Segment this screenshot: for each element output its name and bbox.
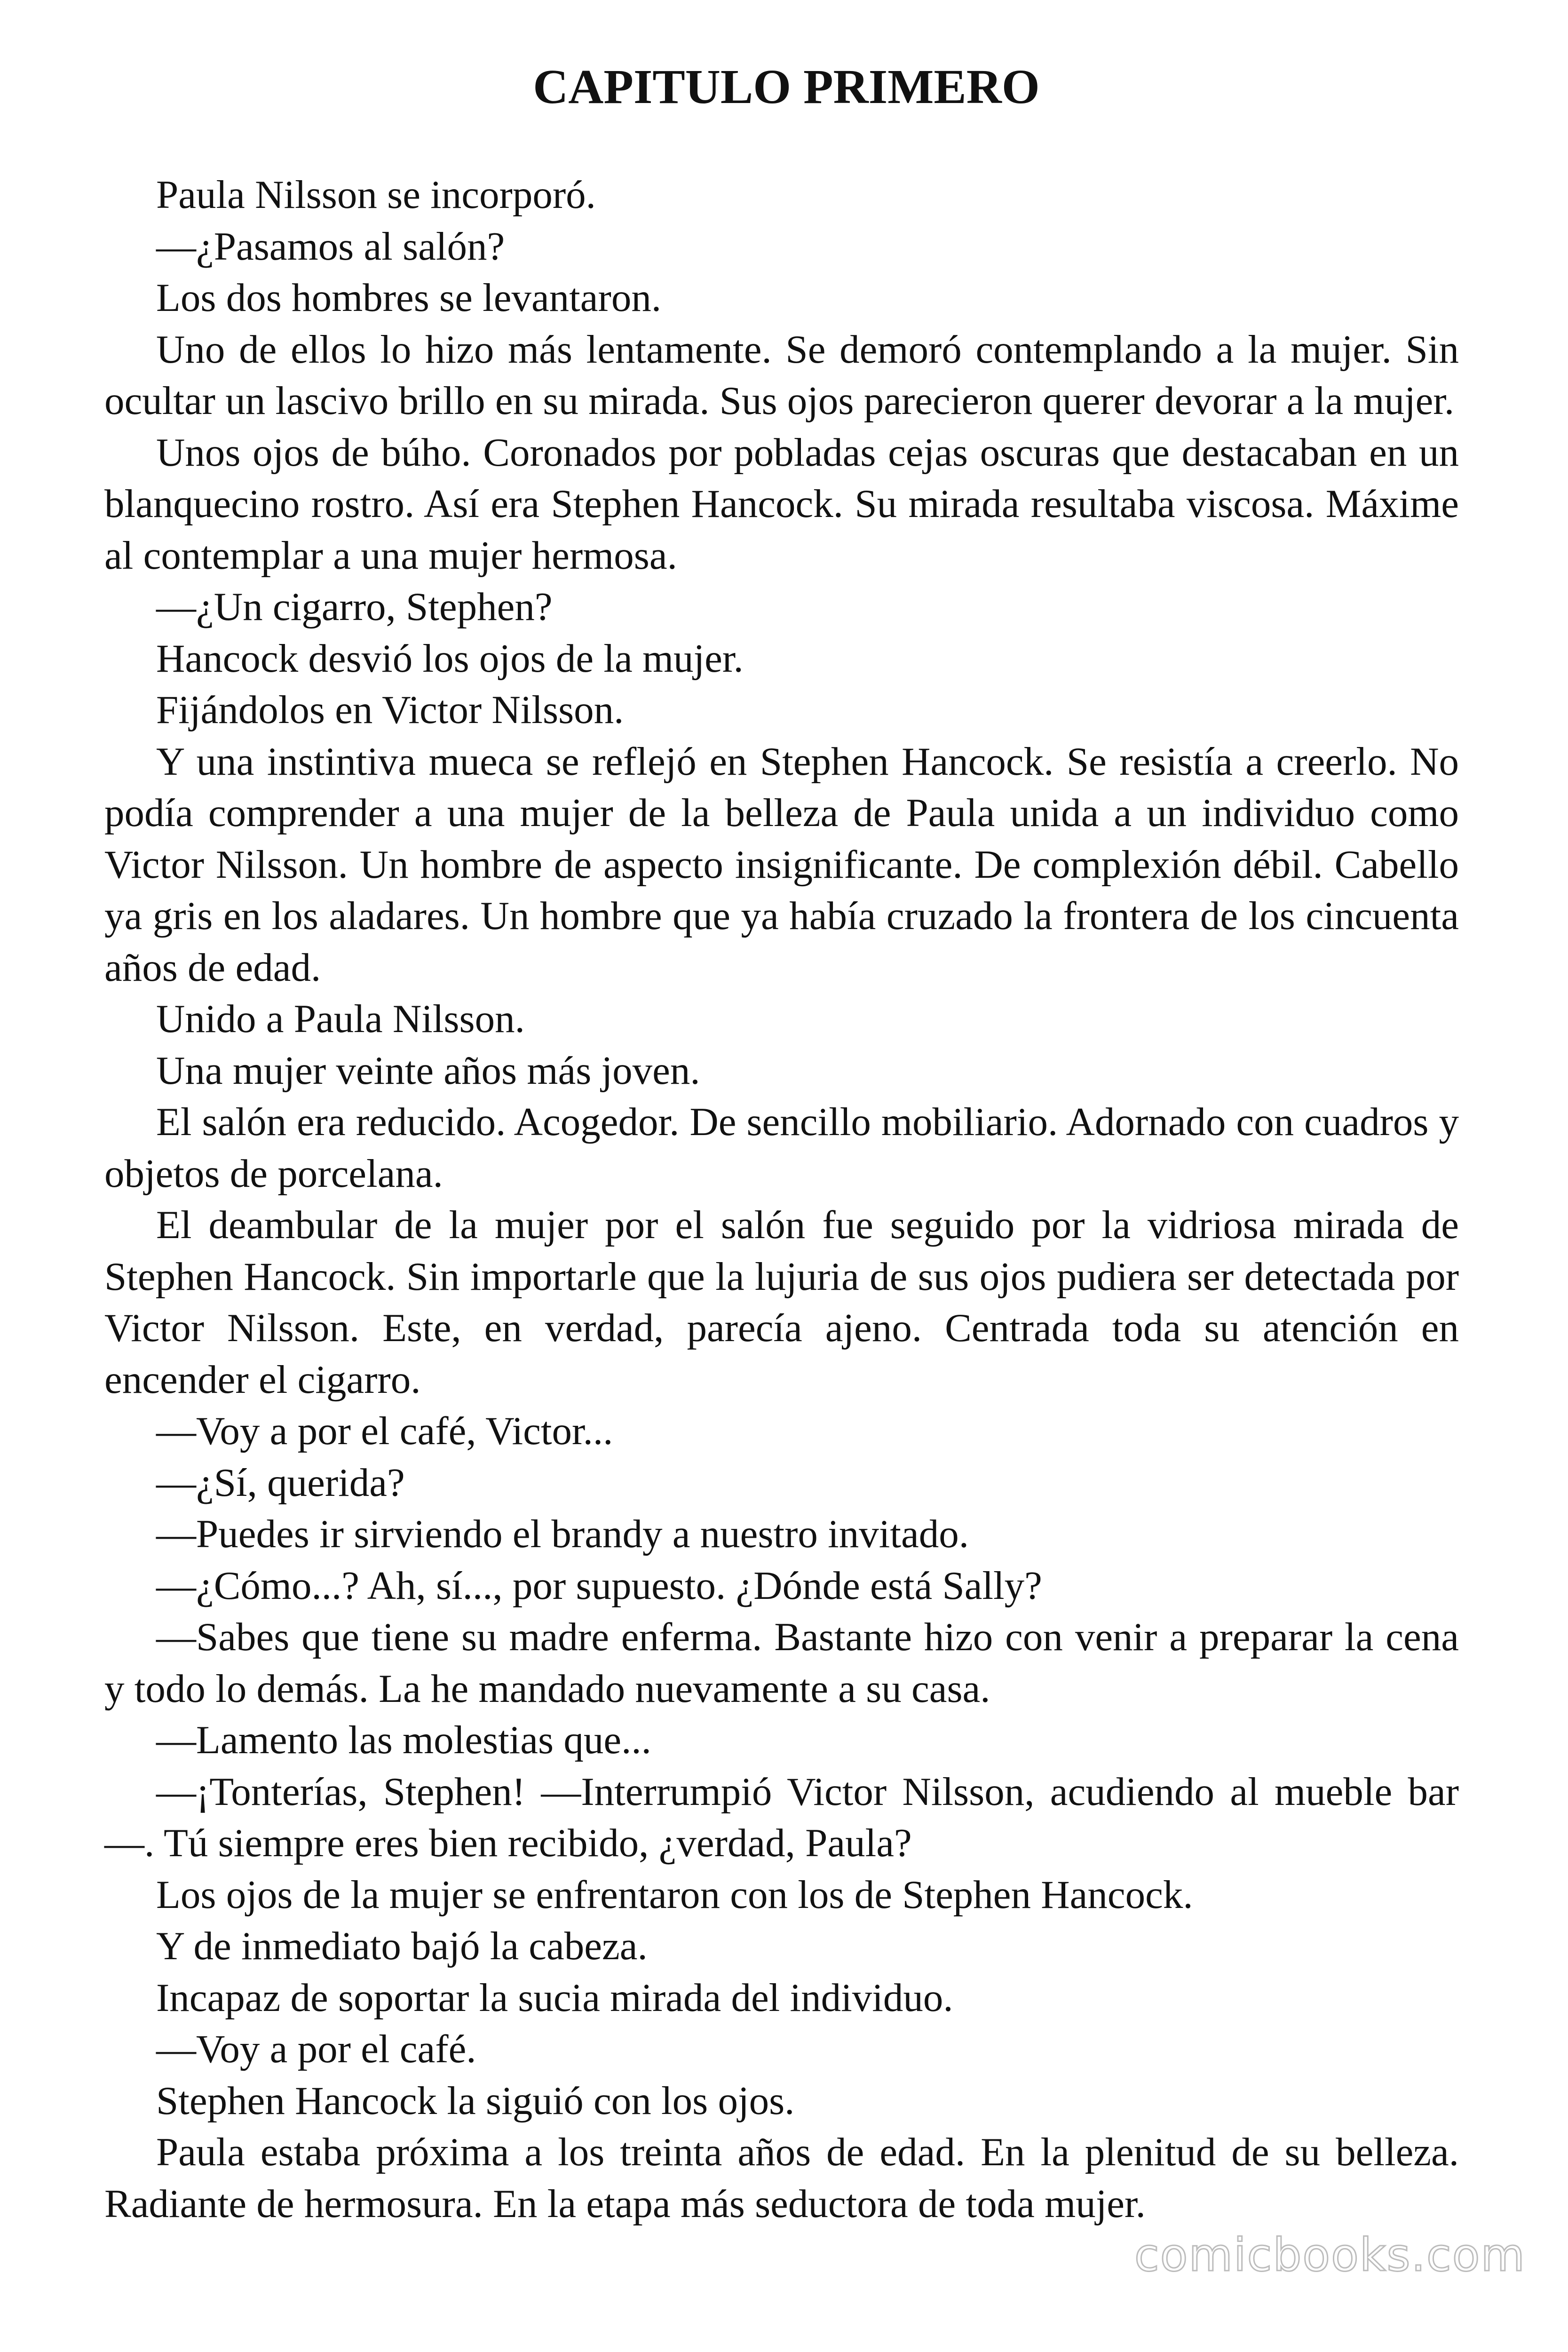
paragraph: Paula estaba próxima a los treinta años de edad. En la plenitud de su belleza. Radiante de hermosura. En la etapa más seductora de toda mujer. <box>104 2130 1459 2226</box>
paragraph: Paula Nilsson se incorporó. <box>156 173 596 217</box>
paragraph: —Voy a por el café, Victor... <box>156 1409 613 1453</box>
paragraph: —Voy a por el café. <box>156 2027 476 2071</box>
page-content <box>104 56 1459 2230</box>
paragraph: Fijándolos en Victor Nilsson. <box>156 688 624 732</box>
paragraph: Stephen Hancock la siguió con los ojos. <box>156 2078 795 2123</box>
paragraph: Los dos hombres se levantaron. <box>156 276 662 320</box>
body-text <box>104 169 1459 2230</box>
paragraph: Uno de ellos lo hizo más lentamente. Se demoró contemplando a la mujer. Sin ocultar un lascivo brillo en su mirada. Sus ojos parecieron querer devorar a la mujer. <box>104 327 1459 423</box>
paragraph: —Sabes que tiene su madre enferma. Bastante hizo con venir a preparar la cena y todo lo demás. La he mandado nuevamente a su casa. <box>104 1615 1459 1711</box>
watermark: comicbooks.com <box>1134 2229 1526 2281</box>
paragraph: Unos ojos de búho. Coronados por pobladas cejas oscuras que destacaban en un blanquecino rostro. Así era Stephen Hancock. Su mirada resultaba viscosa. Máxime al contemplar a una mujer hermosa. <box>104 430 1459 578</box>
chapter-title: CAPITULO PRIMERO <box>533 60 1040 114</box>
paragraph: Hancock desvió los ojos de la mujer. <box>156 636 744 681</box>
paragraph: —¿Un cigarro, Stephen? <box>156 585 553 629</box>
paragraph: —Puedes ir sirviendo el brandy a nuestro invitado. <box>156 1512 969 1556</box>
paragraph: Los ojos de la mujer se enfrentaron con los de Stephen Hancock. <box>156 1872 1193 1917</box>
paragraph: —¿Sí, querida? <box>156 1460 405 1505</box>
paragraph: Y una instintiva mueca se reflejó en Stephen Hancock. Se resistía a creerlo. No podía comprender a una mujer de la belleza de Paula unida a un individuo como Victor Nilsson. Un hombre de aspecto insignificante. De complexión débil. Cabello ya gris en los aladares. Un hombre que ya había cruzado la frontera de los cincuenta años de edad. <box>104 739 1459 990</box>
paragraph: —¡Tonterías, Stephen! —Interrumpió Victor Nilsson, acudiendo al mueble bar—. Tú siempre eres bien recibido, ¿verdad, Paula? <box>104 1769 1459 1865</box>
paragraph: —¿Pasamos al salón? <box>156 224 505 269</box>
paragraph: Unido a Paula Nilsson. <box>156 997 525 1041</box>
paragraph: Una mujer veinte años más joven. <box>156 1048 700 1093</box>
paragraph: El salón era reducido. Acogedor. De sencillo mobiliario. Adornado con cuadros y objetos de porcelana. <box>104 1100 1459 1196</box>
paragraph: El deambular de la mujer por el salón fue seguido por la vidriosa mirada de Stephen Hancock. Sin importarle que la lujuria de sus ojos pudiera ser detectada por Victor Nilsson. Este, en verdad, parecía ajeno. Centrada toda su atención en encender el cigarro. <box>104 1203 1459 1402</box>
paragraph: Incapaz de soportar la sucia mirada del individuo. <box>156 1975 953 2020</box>
paragraph: —¿Cómo...? Ah, sí..., por supuesto. ¿Dónde está Sally? <box>156 1563 1042 1608</box>
paragraph: —Lamento las molestias que... <box>156 1718 651 1762</box>
paragraph: Y de inmediato bajó la cabeza. <box>156 1924 648 1968</box>
